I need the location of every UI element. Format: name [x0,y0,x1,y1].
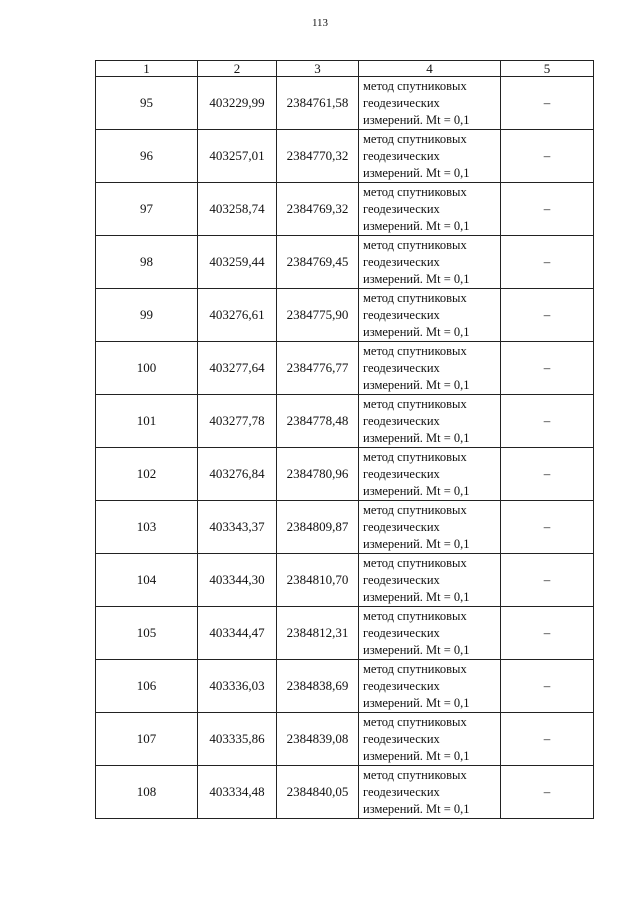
method-line: геодезических [363,201,440,216]
method-cell [359,183,501,236]
x-coordinate-cell: 403277,64 [198,342,277,395]
method-cell [359,766,501,819]
method-line: геодезических [363,95,440,110]
method-line: геодезических [363,307,440,322]
method-cell [359,554,501,607]
method-line: метод спутниковых [363,131,467,146]
method-line: геодезических [363,731,440,746]
note-cell: – [501,660,594,713]
method-cell [359,289,501,342]
method-line: метод спутниковых [363,502,467,517]
method-cell [359,77,501,130]
note-cell: – [501,448,594,501]
y-coordinate-cell: 2384812,31 [277,607,359,660]
x-coordinate-cell: 403334,48 [198,766,277,819]
header-col-3: 3 [277,61,359,77]
x-coordinate-cell: 403343,37 [198,501,277,554]
method-cell [359,236,501,289]
method-line: метод спутниковых [363,555,467,570]
table-row [96,236,594,289]
method-line: метод спутниковых [363,449,467,464]
y-coordinate-cell: 2384780,96 [277,448,359,501]
table-row [96,660,594,713]
x-coordinate-cell: 403276,61 [198,289,277,342]
y-coordinate-cell: 2384810,70 [277,554,359,607]
x-coordinate-cell: 403344,30 [198,554,277,607]
method-line: метод спутниковых [363,237,467,252]
point-number-cell: 106 [96,660,198,713]
x-coordinate-cell: 403258,74 [198,183,277,236]
method-line: метод спутниковых [363,714,467,729]
table-row [96,395,594,448]
method-line: метод спутниковых [363,184,467,199]
note-cell: – [501,713,594,766]
method-cell [359,130,501,183]
note-cell: – [501,236,594,289]
x-coordinate-cell: 403257,01 [198,130,277,183]
table-row [96,130,594,183]
method-line: измерений. Mt = 0,1 [363,748,470,763]
table-row [96,448,594,501]
method-line: метод спутниковых [363,767,467,782]
point-number-cell: 101 [96,395,198,448]
method-line: метод спутниковых [363,290,467,305]
y-coordinate-cell: 2384769,45 [277,236,359,289]
method-line: геодезических [363,678,440,693]
method-line: измерений. Mt = 0,1 [363,536,470,551]
x-coordinate-cell: 403344,47 [198,607,277,660]
point-number-cell: 97 [96,183,198,236]
method-line: измерений. Mt = 0,1 [363,324,470,339]
table-row [96,183,594,236]
point-number-cell: 107 [96,713,198,766]
coordinates-table [95,60,594,819]
point-number-cell: 100 [96,342,198,395]
method-line: геодезических [363,572,440,587]
header-col-1: 1 [96,61,198,77]
y-coordinate-cell: 2384839,08 [277,713,359,766]
method-cell [359,607,501,660]
x-coordinate-cell: 403259,44 [198,236,277,289]
method-line: геодезических [363,148,440,163]
y-coordinate-cell: 2384778,48 [277,395,359,448]
method-line: метод спутниковых [363,661,467,676]
method-line: измерений. Mt = 0,1 [363,165,470,180]
table-row [96,501,594,554]
table-row [96,554,594,607]
y-coordinate-cell: 2384809,87 [277,501,359,554]
method-line: измерений. Mt = 0,1 [363,218,470,233]
method-cell [359,501,501,554]
point-number-cell: 108 [96,766,198,819]
method-line: геодезических [363,254,440,269]
method-line: геодезических [363,413,440,428]
x-coordinate-cell: 403276,84 [198,448,277,501]
point-number-cell: 96 [96,130,198,183]
table-row [96,342,594,395]
header-col-4: 4 [359,61,501,77]
method-line: измерений. Mt = 0,1 [363,271,470,286]
y-coordinate-cell: 2384769,32 [277,183,359,236]
table-body [96,77,594,819]
method-line: измерений. Mt = 0,1 [363,642,470,657]
method-cell [359,660,501,713]
y-coordinate-cell: 2384775,90 [277,289,359,342]
note-cell: – [501,554,594,607]
method-line: измерений. Mt = 0,1 [363,430,470,445]
y-coordinate-cell: 2384761,58 [277,77,359,130]
method-cell [359,448,501,501]
method-line: метод спутниковых [363,343,467,358]
y-coordinate-cell: 2384776,77 [277,342,359,395]
method-line: измерений. Mt = 0,1 [363,589,470,604]
page-number: 113 [311,17,329,29]
method-cell [359,342,501,395]
method-line: измерений. Mt = 0,1 [363,483,470,498]
note-cell: – [501,342,594,395]
method-line: измерений. Mt = 0,1 [363,377,470,392]
method-line: геодезических [363,360,440,375]
note-cell: – [501,289,594,342]
table-header [96,61,594,77]
method-line: геодезических [363,784,440,799]
table-row [96,607,594,660]
method-line: геодезических [363,466,440,481]
note-cell: – [501,766,594,819]
method-line: метод спутниковых [363,78,467,93]
note-cell: – [501,501,594,554]
method-cell [359,713,501,766]
method-line: метод спутниковых [363,608,467,623]
y-coordinate-cell: 2384770,32 [277,130,359,183]
note-cell: – [501,607,594,660]
x-coordinate-cell: 403229,99 [198,77,277,130]
y-coordinate-cell: 2384838,69 [277,660,359,713]
point-number-cell: 102 [96,448,198,501]
note-cell: – [501,130,594,183]
method-line: измерений. Mt = 0,1 [363,112,470,127]
header-row [96,61,594,77]
point-number-cell: 99 [96,289,198,342]
table-row [96,713,594,766]
table-row [96,766,594,819]
table-row [96,77,594,130]
point-number-cell: 98 [96,236,198,289]
method-line: геодезических [363,519,440,534]
note-cell: – [501,183,594,236]
method-line: метод спутниковых [363,396,467,411]
x-coordinate-cell: 403335,86 [198,713,277,766]
y-coordinate-cell: 2384840,05 [277,766,359,819]
method-line: измерений. Mt = 0,1 [363,695,470,710]
method-cell [359,395,501,448]
point-number-cell: 103 [96,501,198,554]
header-col-5: 5 [501,61,594,77]
table-row [96,289,594,342]
method-line: измерений. Mt = 0,1 [363,801,470,816]
note-cell: – [501,77,594,130]
point-number-cell: 95 [96,77,198,130]
point-number-cell: 104 [96,554,198,607]
x-coordinate-cell: 403277,78 [198,395,277,448]
method-line: геодезических [363,625,440,640]
point-number-cell: 105 [96,607,198,660]
x-coordinate-cell: 403336,03 [198,660,277,713]
note-cell: – [501,395,594,448]
header-col-2: 2 [198,61,277,77]
